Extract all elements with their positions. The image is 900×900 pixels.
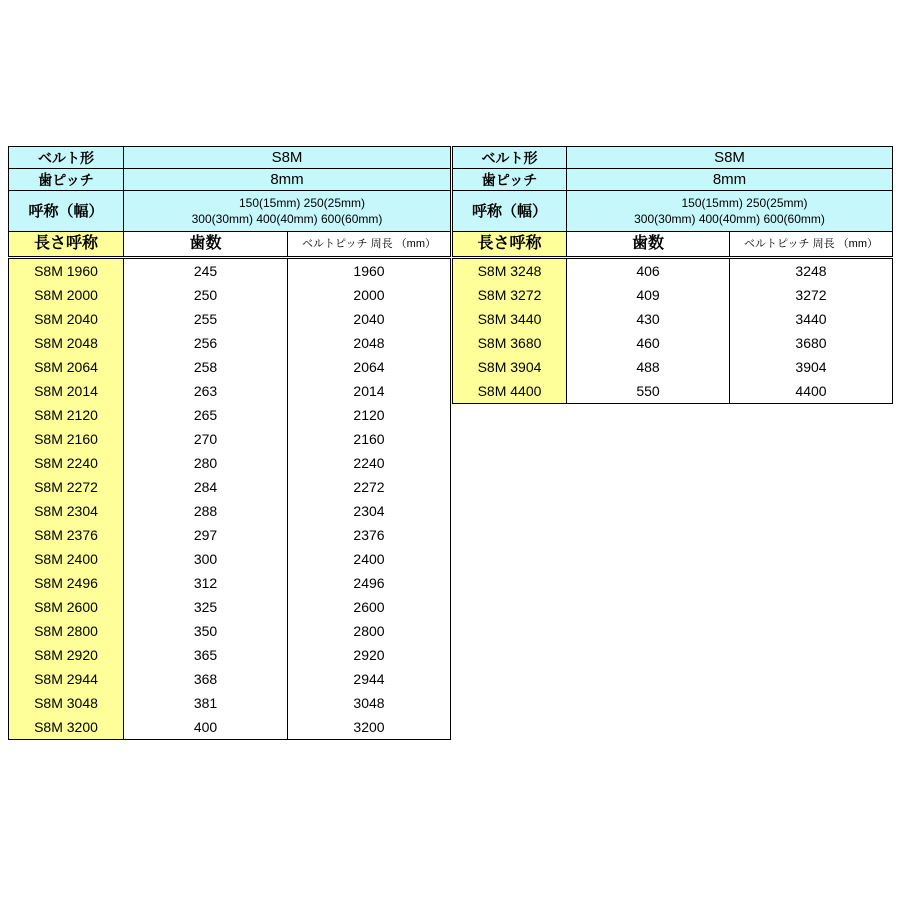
belt-length-name-cell: S8M 3680 (453, 331, 567, 355)
belt-length-name-cell: S8M 2000 (9, 283, 124, 307)
table-row (453, 379, 893, 404)
belt-length-name-cell: S8M 3904 (453, 355, 567, 379)
table-row (453, 331, 893, 355)
nominal-width-line-2: 300(30mm) 400(40mm) 600(60mm) (634, 212, 825, 226)
belt-length-name-cell: S8M 3248 (453, 258, 567, 284)
pitch-length-cell: 2014 (288, 379, 451, 403)
column-header-length-name: 長さ呼称 (453, 232, 567, 258)
pitch-row (453, 169, 893, 191)
nominal-width-label: 呼称（幅） (9, 191, 124, 232)
column-header-teeth: 歯数 (124, 232, 288, 258)
belt-length-name-cell: S8M 2600 (9, 595, 124, 619)
pitch-length-cell: 3048 (288, 691, 451, 715)
table-row (9, 283, 451, 307)
column-header-row (9, 232, 451, 258)
pitch-length-cell: 3440 (730, 307, 893, 331)
column-header-pitch-length: ベルトピッチ 周長 （mm） (288, 232, 451, 258)
pitch-length-cell: 2600 (288, 595, 451, 619)
pitch-length-cell: 2160 (288, 427, 451, 451)
pitch-length-cell: 2376 (288, 523, 451, 547)
pitch-length-cell: 3200 (288, 715, 451, 740)
pitch-label: 歯ピッチ (9, 169, 124, 191)
belt-type-value: S8M (124, 147, 451, 169)
table-row (9, 523, 451, 547)
belt-length-name-cell: S8M 3200 (9, 715, 124, 740)
nominal-width-line-2: 300(30mm) 400(40mm) 600(60mm) (191, 212, 383, 226)
table-row (453, 283, 893, 307)
teeth-count-cell: 368 (124, 667, 288, 691)
belt-length-name-cell: S8M 1960 (9, 258, 124, 284)
teeth-count-cell: 265 (124, 403, 288, 427)
teeth-count-cell: 245 (124, 258, 288, 284)
teeth-count-cell: 406 (567, 258, 730, 284)
table-row (453, 355, 893, 379)
table-row (9, 499, 451, 523)
table-row (9, 643, 451, 667)
column-header-pitch-length: ベルトピッチ 周長 （mm） (730, 232, 893, 258)
teeth-count-cell: 250 (124, 283, 288, 307)
table-row (9, 475, 451, 499)
belt-length-name-cell: S8M 3272 (453, 283, 567, 307)
pitch-length-cell: 2272 (288, 475, 451, 499)
teeth-count-cell: 430 (567, 307, 730, 331)
table-row (9, 619, 451, 643)
table-row (453, 307, 893, 331)
table-row (9, 427, 451, 451)
table-row (9, 667, 451, 691)
pitch-length-cell: 2944 (288, 667, 451, 691)
pitch-length-cell: 2040 (288, 307, 451, 331)
table-row (9, 595, 451, 619)
pitch-length-cell: 2240 (288, 451, 451, 475)
column-header-row (453, 232, 893, 258)
pitch-length-cell: 2064 (288, 355, 451, 379)
pitch-value: 8mm (567, 169, 893, 191)
table-row (9, 571, 451, 595)
teeth-count-cell: 263 (124, 379, 288, 403)
pitch-length-cell: 3680 (730, 331, 893, 355)
teeth-count-cell: 550 (567, 379, 730, 404)
belt-length-name-cell: S8M 2400 (9, 547, 124, 571)
teeth-count-cell: 365 (124, 643, 288, 667)
belt-length-name-cell: S8M 3048 (9, 691, 124, 715)
teeth-count-cell: 288 (124, 499, 288, 523)
pitch-length-cell: 2304 (288, 499, 451, 523)
pitch-value: 8mm (124, 169, 451, 191)
pitch-row (9, 169, 451, 191)
belt-length-name-cell: S8M 2040 (9, 307, 124, 331)
belt-length-name-cell: S8M 2120 (9, 403, 124, 427)
table-row (453, 258, 893, 284)
nominal-width-label: 呼称（幅） (453, 191, 567, 232)
belt-length-name-cell: S8M 2272 (9, 475, 124, 499)
nominal-width-line-1: 150(15mm) 250(25mm) (681, 196, 808, 210)
belt-type-row (9, 147, 451, 169)
teeth-count-cell: 460 (567, 331, 730, 355)
teeth-count-cell: 312 (124, 571, 288, 595)
teeth-count-cell: 400 (124, 715, 288, 740)
belt-length-name-cell: S8M 2014 (9, 379, 124, 403)
belt-length-name-cell: S8M 2048 (9, 331, 124, 355)
teeth-count-cell: 350 (124, 619, 288, 643)
belt-table-right (452, 146, 893, 404)
table-row (9, 379, 451, 403)
pitch-length-cell: 2400 (288, 547, 451, 571)
teeth-count-cell: 488 (567, 355, 730, 379)
belt-length-name-cell: S8M 4400 (453, 379, 567, 404)
nominal-width-values (124, 191, 451, 232)
pitch-length-cell: 2800 (288, 619, 451, 643)
table-body-left (9, 147, 451, 740)
pitch-length-cell: 2048 (288, 331, 451, 355)
table-row (9, 691, 451, 715)
nominal-width-row (453, 191, 893, 232)
nominal-width-row (9, 191, 451, 232)
belt-type-label: ベルト形 (453, 147, 567, 169)
belt-table-left (8, 146, 451, 740)
belt-type-row (453, 147, 893, 169)
belt-type-label: ベルト形 (9, 147, 124, 169)
pitch-length-cell: 2496 (288, 571, 451, 595)
teeth-count-cell: 409 (567, 283, 730, 307)
teeth-count-cell: 297 (124, 523, 288, 547)
teeth-count-cell: 270 (124, 427, 288, 451)
table-row (9, 715, 451, 740)
pitch-length-cell: 3272 (730, 283, 893, 307)
teeth-count-cell: 300 (124, 547, 288, 571)
pitch-length-cell: 2920 (288, 643, 451, 667)
teeth-count-cell: 325 (124, 595, 288, 619)
pitch-length-cell: 3248 (730, 258, 893, 284)
teeth-count-cell: 258 (124, 355, 288, 379)
pitch-length-cell: 3904 (730, 355, 893, 379)
belt-length-name-cell: S8M 2800 (9, 619, 124, 643)
belt-type-value: S8M (567, 147, 893, 169)
pitch-length-cell: 2120 (288, 403, 451, 427)
teeth-count-cell: 381 (124, 691, 288, 715)
nominal-width-values (567, 191, 893, 232)
table-row (9, 355, 451, 379)
belt-length-name-cell: S8M 3440 (453, 307, 567, 331)
pitch-label: 歯ピッチ (453, 169, 567, 191)
column-header-length-name: 長さ呼称 (9, 232, 124, 258)
belt-length-name-cell: S8M 2376 (9, 523, 124, 547)
belt-length-name-cell: S8M 2496 (9, 571, 124, 595)
table-row (9, 258, 451, 284)
column-header-teeth: 歯数 (567, 232, 730, 258)
pitch-length-cell: 4400 (730, 379, 893, 404)
table-row (9, 547, 451, 571)
table-row (9, 451, 451, 475)
nominal-width-line-1: 150(15mm) 250(25mm) (238, 196, 366, 210)
belt-length-name-cell: S8M 2240 (9, 451, 124, 475)
teeth-count-cell: 256 (124, 331, 288, 355)
belt-length-name-cell: S8M 2304 (9, 499, 124, 523)
belt-length-name-cell: S8M 2920 (9, 643, 124, 667)
table-body-right (453, 147, 893, 404)
teeth-count-cell: 255 (124, 307, 288, 331)
pitch-length-cell: 2000 (288, 283, 451, 307)
belt-length-name-cell: S8M 2944 (9, 667, 124, 691)
table-row (9, 307, 451, 331)
table-row (9, 403, 451, 427)
pitch-length-cell: 1960 (288, 258, 451, 284)
belt-length-name-cell: S8M 2160 (9, 427, 124, 451)
belt-length-name-cell: S8M 2064 (9, 355, 124, 379)
teeth-count-cell: 284 (124, 475, 288, 499)
table-row (9, 331, 451, 355)
teeth-count-cell: 280 (124, 451, 288, 475)
